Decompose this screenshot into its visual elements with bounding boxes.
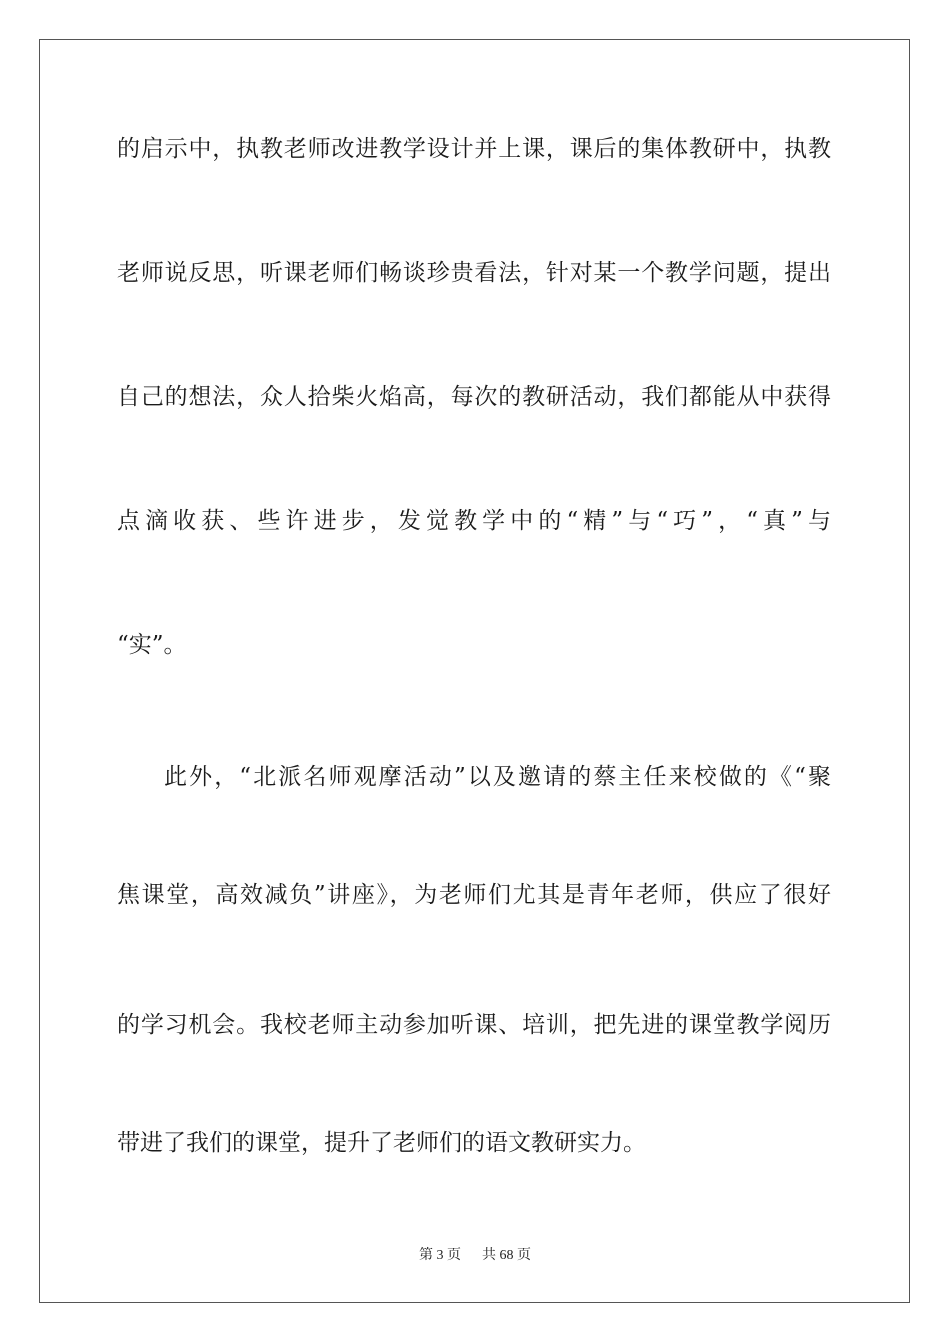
paragraph-line: 老师说反思，听课老师们畅谈珍贵看法，针对某一个教学问题，提出 xyxy=(117,260,831,286)
paragraph-line: 的学习机会。我校老师主动参加听课、培训，把先进的课堂教学阅历 xyxy=(117,1012,831,1038)
page-number-total: 共 68 页 xyxy=(482,1248,531,1263)
paragraph-line: 的启示中，执教老师改进教学设计并上课，课后的集体教研中，执教 xyxy=(117,136,831,162)
page-footer xyxy=(0,1247,950,1265)
paragraph-line: 焦课堂，高效减负”讲座》，为老师们尤其是青年老师，供应了很好 xyxy=(117,882,831,908)
page-number-current: 第 3 页 xyxy=(419,1248,461,1263)
paragraph-first-line: 此外，“北派名师观摩活动”以及邀请的蔡主任来校做的《“聚 xyxy=(164,764,831,790)
page-border xyxy=(39,39,910,1303)
paragraph-line: 带进了我们的课堂，提升了老师们的语文教研实力。 xyxy=(117,1130,646,1156)
paragraph-line: 点滴收获、些许进步，发觉教学中的“精”与“巧”，“真”与 xyxy=(117,508,831,534)
paragraph-line: 自己的想法，众人拾柴火焰高，每次的教研活动，我们都能从中获得 xyxy=(117,384,831,410)
paragraph-line: “实”。 xyxy=(117,632,187,658)
